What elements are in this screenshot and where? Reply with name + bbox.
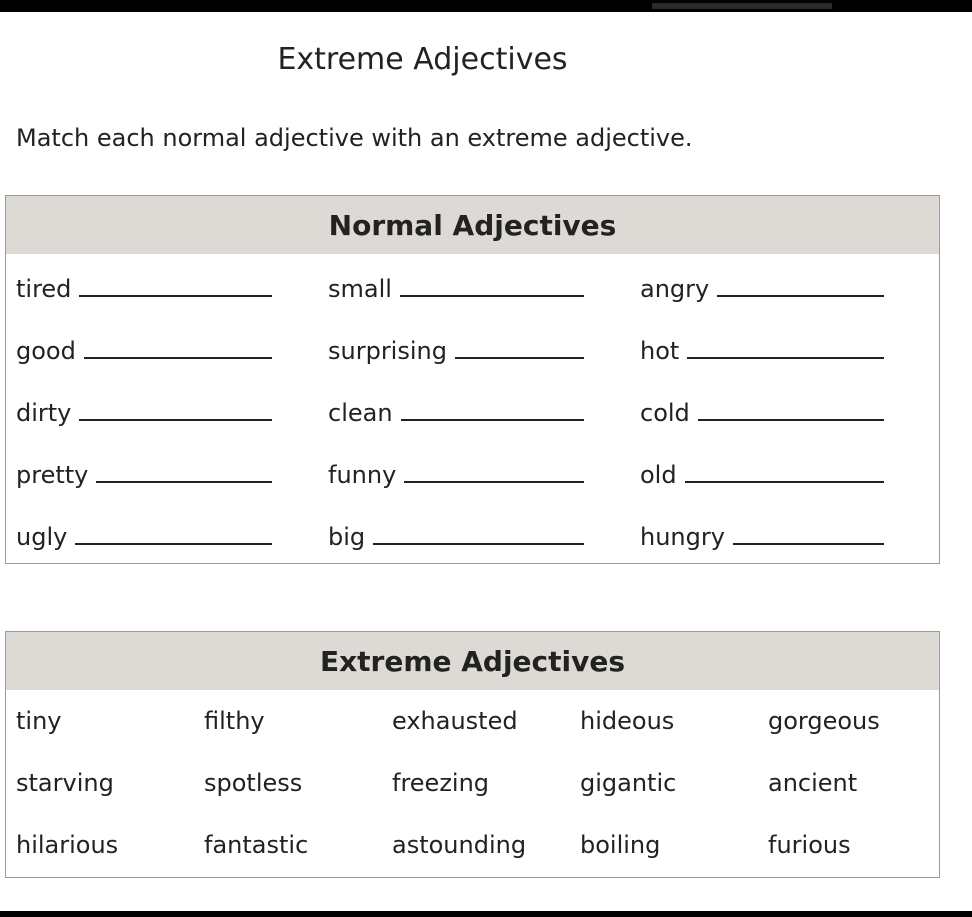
answer-blank[interactable] (400, 295, 584, 297)
normal-item (640, 331, 900, 365)
extreme-word: gorgeous (768, 707, 880, 735)
extreme-word: boiling (580, 831, 661, 859)
normal-word: pretty (16, 461, 89, 489)
normal-item (16, 517, 328, 551)
normal-item (16, 331, 328, 365)
normal-word: tired (16, 275, 72, 303)
answer-blank[interactable] (687, 357, 884, 359)
normal-word: good (16, 337, 76, 365)
extreme-row (16, 831, 956, 893)
normal-item (640, 269, 900, 303)
extreme-word: freezing (392, 769, 490, 797)
normal-row (16, 269, 900, 331)
normal-item (328, 393, 640, 427)
normal-item (16, 393, 328, 427)
answer-blank[interactable] (96, 481, 272, 483)
answer-blank[interactable] (685, 481, 884, 483)
normal-word: old (640, 461, 677, 489)
normal-item (640, 393, 900, 427)
normal-item (328, 455, 640, 489)
answer-blank[interactable] (733, 543, 884, 545)
extreme-word: furious (768, 831, 851, 859)
instructions-text: Match each normal adjective with an extreme adjective. (16, 124, 693, 152)
normal-word: clean (328, 399, 393, 427)
answer-blank[interactable] (404, 481, 584, 483)
normal-word: cold (640, 399, 690, 427)
extreme-word: ancient (768, 769, 858, 797)
answer-blank[interactable] (373, 543, 584, 545)
extreme-word: fantastic (204, 831, 309, 859)
normal-row (16, 517, 900, 579)
extreme-row (16, 769, 956, 831)
extreme-adjectives-grid (16, 707, 956, 893)
normal-word: hungry (640, 523, 725, 551)
answer-blank[interactable] (79, 295, 272, 297)
normal-item (16, 455, 328, 489)
normal-item (328, 517, 640, 551)
normal-row (16, 455, 900, 517)
normal-word: dirty (16, 399, 72, 427)
extreme-word: spotless (204, 769, 303, 797)
extreme-word: exhausted (392, 707, 518, 735)
answer-blank[interactable] (84, 357, 272, 359)
normal-item (328, 269, 640, 303)
answer-blank[interactable] (75, 543, 272, 545)
extreme-word: astounding (392, 831, 527, 859)
extreme-adjectives-box (5, 631, 940, 878)
header-watermark (652, 3, 832, 9)
normal-item (16, 269, 328, 303)
normal-word: small (328, 275, 392, 303)
answer-blank[interactable] (698, 419, 884, 421)
extreme-word: starving (16, 769, 114, 797)
answer-blank[interactable] (717, 295, 884, 297)
normal-row (16, 393, 900, 455)
extreme-word: tiny (16, 707, 62, 735)
extreme-word: gigantic (580, 769, 677, 797)
page-title: Extreme Adjectives (277, 42, 568, 77)
answer-blank[interactable] (79, 419, 272, 421)
normal-adjectives-box (5, 195, 940, 564)
extreme-adjectives-heading: Extreme Adjectives (6, 632, 939, 690)
normal-word: ugly (16, 523, 68, 551)
extreme-row (16, 707, 956, 769)
normal-word: angry (640, 275, 710, 303)
normal-row (16, 331, 900, 393)
normal-item (640, 455, 900, 489)
normal-item (640, 517, 900, 551)
normal-word: surprising (328, 337, 447, 365)
answer-blank[interactable] (455, 357, 584, 359)
normal-word: funny (328, 461, 397, 489)
normal-item (328, 331, 640, 365)
normal-adjectives-grid (16, 269, 900, 579)
answer-blank[interactable] (401, 419, 584, 421)
normal-word: big (328, 523, 366, 551)
normal-word: hot (640, 337, 680, 365)
extreme-word: hideous (580, 707, 675, 735)
extreme-word: filthy (204, 707, 265, 735)
bottom-border-bar (0, 911, 972, 917)
normal-adjectives-heading: Normal Adjectives (6, 196, 939, 254)
extreme-word: hilarious (16, 831, 119, 859)
